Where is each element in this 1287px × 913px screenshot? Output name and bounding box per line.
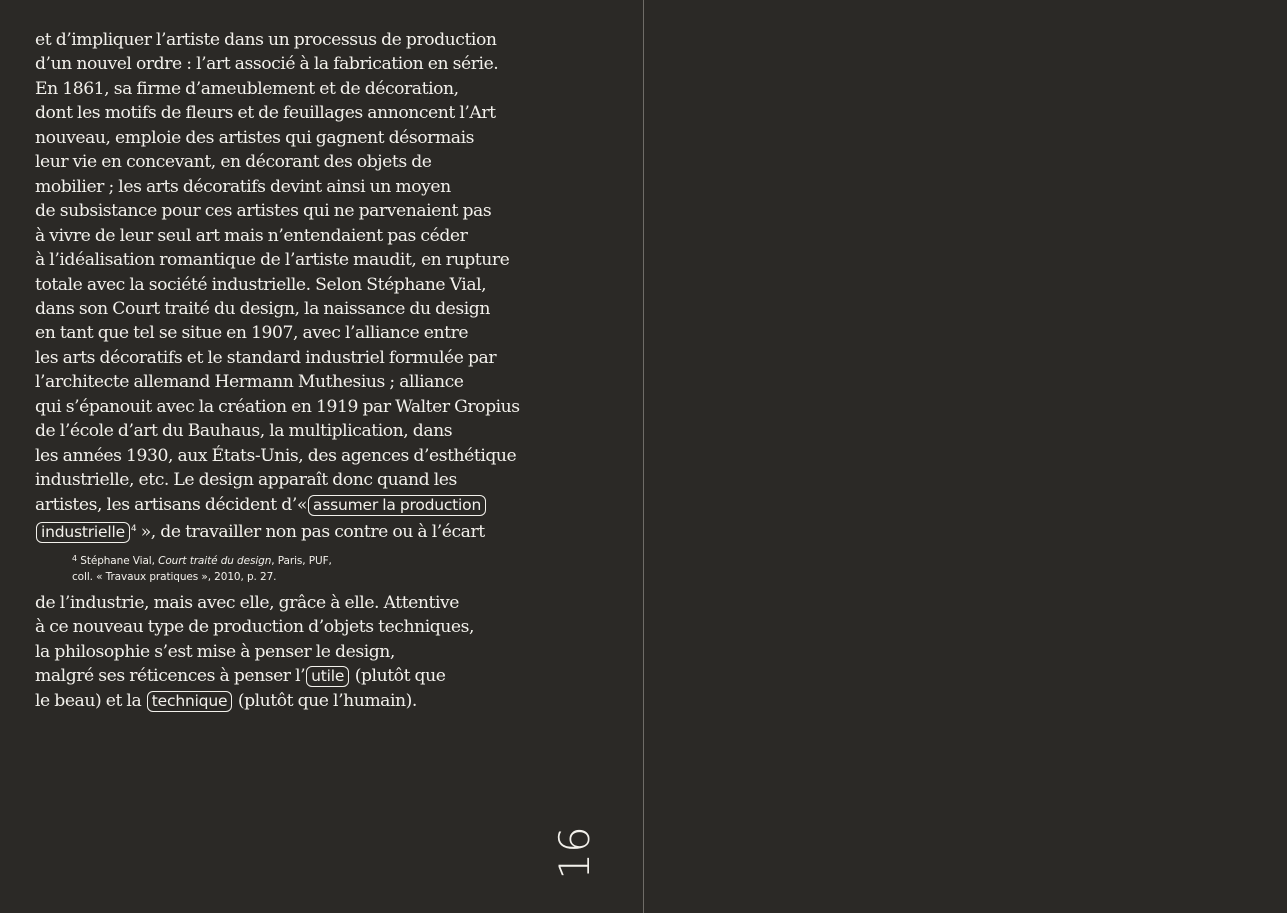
footnote-title: Court traité du design	[158, 555, 272, 567]
text-line: leur vie en concevant, en décorant des objets de	[35, 152, 432, 173]
text-line: de l’école d’art du Bauhaus, la multiplication, dans	[35, 421, 453, 442]
text-line: nouveau, emploie des artistes qui gagnent désormais	[35, 127, 475, 148]
body-paragraph-2	[35, 591, 525, 713]
text-line: totale avec la société industrielle. Selon Stéphane Vial,	[35, 274, 487, 295]
footnote	[72, 551, 332, 585]
text-line: en tant que tel se situe en 1907, avec l’alliance entre	[35, 323, 469, 344]
page-number: 16	[550, 826, 599, 880]
text-line	[35, 517, 525, 544]
text-fragment: artistes, les artisans décident d’«	[35, 494, 307, 515]
footnote-author: Stéphane Vial,	[80, 555, 155, 567]
footnote-line	[72, 551, 332, 570]
text-line	[35, 689, 525, 713]
keyword-tag-technique: technique	[147, 691, 233, 712]
footnote-line: coll. « Travaux pratiques », 2010, p. 27.	[72, 570, 277, 583]
text-line: à vivre de leur seul art mais n’entendaient pas céder	[35, 225, 468, 246]
text-line: la philosophie s’est mise à penser le design,	[35, 641, 395, 662]
text-line: industrielle, etc. Le design apparaît donc quand les	[35, 470, 457, 491]
text-line: dans son Court traité du design, la naissance du design	[35, 298, 490, 319]
text-line: dont les motifs de fleurs et de feuillages annoncent l’Art	[35, 103, 496, 124]
text-fragment: malgré ses réticences à penser l’	[35, 666, 306, 687]
text-line: d’un nouvel ordre : l’art associé à la fabrication en série.	[35, 54, 499, 75]
footnote-rest: , Paris, PUF,	[271, 555, 332, 567]
body-paragraph-1	[35, 28, 525, 545]
keyword-tag-assumer-la-production: assumer la production	[308, 495, 486, 516]
right-page-blank	[644, 0, 1287, 913]
text-line: mobilier ; les arts décoratifs devint ainsi un moyen	[35, 176, 451, 197]
text-line: à ce nouveau type de production d’objets techniques,	[35, 617, 475, 638]
text-line: En 1861, sa firme d’ameublement et de décoration,	[35, 78, 459, 99]
text-line: et d’impliquer l’artiste dans un processus de production	[35, 30, 497, 50]
text-line: les arts décoratifs et le standard industriel formulée par	[35, 347, 497, 368]
text-fragment: », de travailler non pas contre ou à l’écart	[140, 522, 485, 543]
footnote-number: 4	[72, 554, 77, 563]
text-fragment: le beau) et la	[35, 690, 142, 711]
text-line: qui s’épanouit avec la création en 1919 par Walter Gropius	[35, 396, 520, 417]
keyword-tag-industrielle: industrielle	[36, 522, 130, 543]
text-line	[35, 664, 525, 688]
text-line	[35, 493, 525, 517]
text-line: l’architecte allemand Hermann Muthesius ; alliance	[35, 372, 464, 393]
text-line: les années 1930, aux États-Unis, des agences d’esthétique	[35, 445, 517, 466]
text-fragment: (plutôt que	[354, 666, 446, 687]
text-fragment: (plutôt que l’humain).	[237, 690, 417, 711]
left-page	[0, 0, 643, 913]
text-line: à l’idéalisation romantique de l’artiste maudit, en rupture	[35, 250, 510, 271]
footnote-reference: 4	[130, 524, 137, 535]
keyword-tag-utile: utile	[306, 666, 349, 687]
text-line: de subsistance pour ces artistes qui ne parvenaient pas	[35, 201, 492, 222]
text-line: de l’industrie, mais avec elle, grâce à elle. Attentive	[35, 593, 459, 613]
